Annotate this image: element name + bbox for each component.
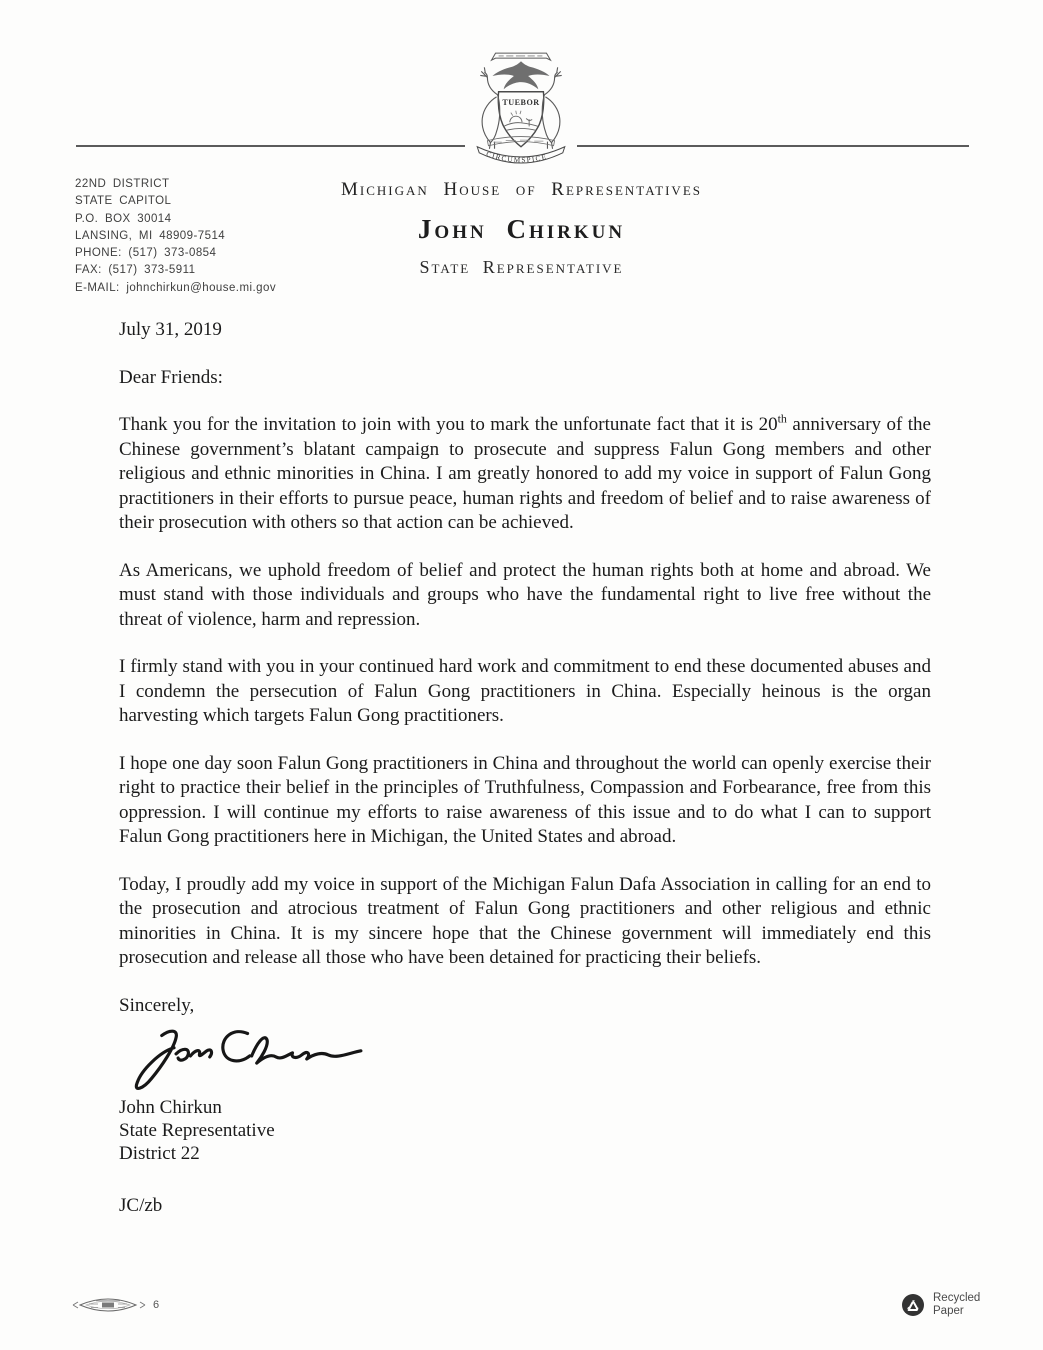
state-seal-svg <box>465 46 577 164</box>
date-line: July 31, 2019 <box>119 319 222 340</box>
paragraph-1-text-before: Thank you for the invitation to join with you to mark the unfortunate fact that it is 20 <box>119 414 778 435</box>
union-printing-bug <box>70 1292 159 1318</box>
michigan-state-seal-icon <box>465 46 577 164</box>
contact-line-capitol: STATE CAPITOL <box>75 195 172 208</box>
union-bug-icon <box>70 1292 148 1318</box>
recycled-paper-label <box>933 1292 980 1318</box>
seal-shield-motto: TUEBOR <box>502 98 540 107</box>
paragraph-1 <box>119 413 931 536</box>
paragraph-2: As Americans, we uphold freedom of belief and protect the human rights both at home and abroad. We must stand with those individuals and groups who have the fundamental right to live free without the threat of violence, harm and repression. <box>119 559 931 630</box>
contact-line-district: 22ND DISTRICT <box>75 178 170 190</box>
closing: Sincerely, <box>119 994 195 1016</box>
contact-line-fax: FAX: (517) 373-5911 <box>75 264 196 277</box>
paragraph-5: Today, I proudly add my voice in support of the Michigan Falun Dafa Association in calling for an end to the prosecution and atrocious treatment of Falun Gong practitioners and other religious and ethnic minorities in China. It is my sincere hope that the Chinese government will immediately end this prosecution and release all those who have been detained for practicing their beliefs. <box>119 873 931 968</box>
contact-line-city: LANSING, MI 48909-7514 <box>75 229 226 242</box>
paragraph-4: I hope one day soon Falun Gong practitioners in China and throughout the world can openly exercise their right to practice their belief in the principles of Truthfulness, Compassion and Forbearance, free from this oppression. I will continue my efforts to raise awareness of this issue and to do what I can to support Falun Gong practitioners here in Michigan, the United States and abroad. <box>119 752 931 847</box>
representative-name: John Chirkun <box>417 214 626 244</box>
recycled-paper-mark <box>901 1292 980 1318</box>
letterhead-titles <box>0 179 1043 278</box>
contact-line-pobox: P.O. BOX 30014 <box>75 212 172 225</box>
salutation: Dear Friends: <box>119 366 223 388</box>
contact-line-phone: PHONE: (517) 373-0854 <box>75 247 217 260</box>
paragraph-1-text-after: anniversary of the Chinese government’s blatant campaign to prosecute and suppress Falun Gong members and other religious and ethnic minorities in China. I am greatly honored to add my voice in support of Falun Gong practitioners in their efforts to pursue peace, human rights and freedom of belief and to raise awareness of their prosecution with others so that action can be achieved. <box>119 414 931 533</box>
letter-body <box>119 318 931 1219</box>
union-bug-number: 6 <box>153 1299 160 1311</box>
contact-line-email: E-MAIL: johnchirkun@house.mi.gov <box>75 281 277 294</box>
recycled-paper-label-line1: Recycled <box>933 1292 981 1304</box>
organization-name: Michigan House of Representatives <box>340 179 702 200</box>
seal-bottom-motto: CIRCUMSPICE <box>485 149 549 164</box>
recycled-paper-label-line2: Paper <box>933 1305 964 1317</box>
ordinal-superscript: th <box>777 411 787 426</box>
paragraph-3: I firmly stand with you in your continued hard work and commitment to end these documented abuses and I condemn the persecution of Falun Gong practitioners in China. Especially heinous is the organ harvesting which targets Falun Gong practitioners. <box>119 656 931 726</box>
signer-name: John Chirkun <box>119 1097 222 1118</box>
signer-district: District 22 <box>119 1143 200 1164</box>
signer-title: State Representative <box>119 1120 275 1141</box>
handwritten-signature-icon <box>125 1020 931 1096</box>
representative-title: State Representative <box>419 257 624 277</box>
reference-initials: JC/zb <box>119 1195 163 1216</box>
recycled-paper-icon <box>901 1293 925 1317</box>
